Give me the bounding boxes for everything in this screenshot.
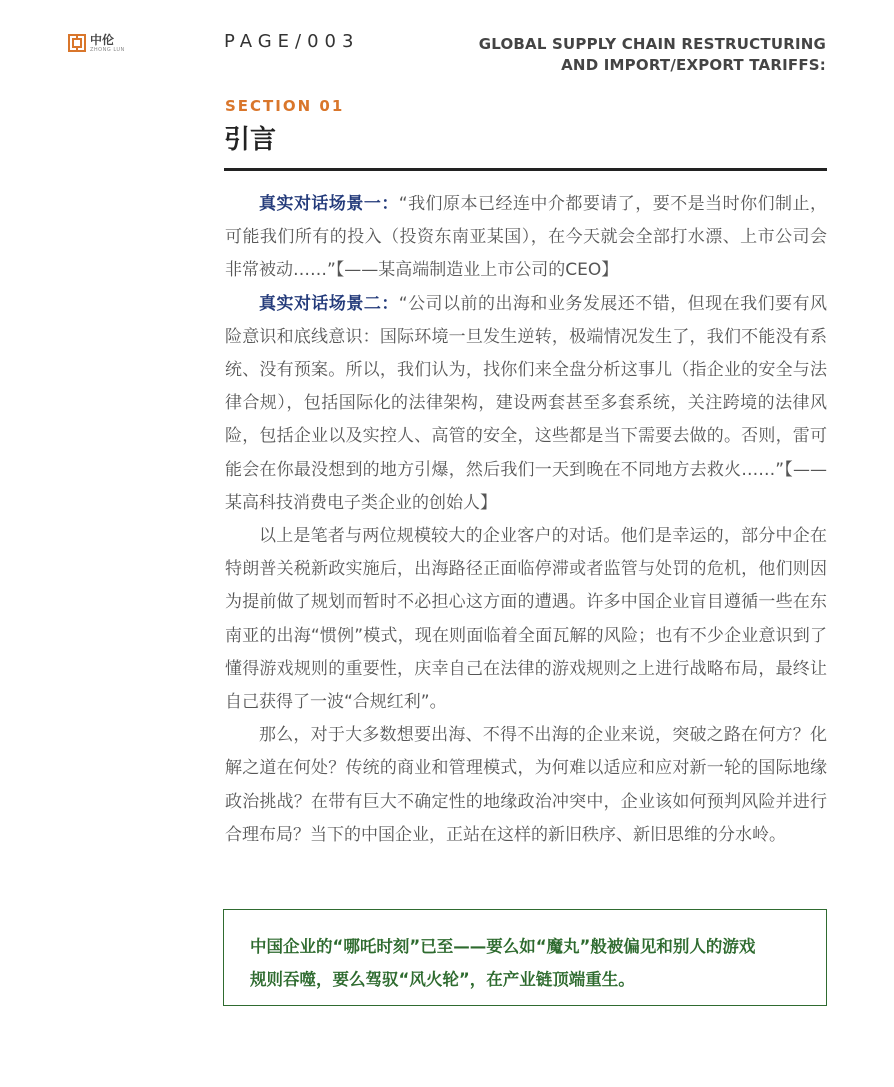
document-title-line2: AND IMPORT/EXPORT TARIFFS:	[561, 56, 826, 74]
page-number: PAGE/003	[224, 31, 360, 52]
document-title-line1: GLOBAL SUPPLY CHAIN RESTRUCTURING	[478, 35, 826, 53]
paragraph-scene-1	[225, 188, 827, 288]
section-label: SECTION 01	[225, 97, 345, 115]
body-text	[225, 188, 827, 852]
paragraph-question	[225, 719, 827, 852]
paragraph-text: 那么，对于大多数想要出海、不得不出海的企业来说，突破之路在何方？化解之道在何处？传统的商业和管理模式，为何难以适应和应对新一轮的国际地缘政治挑战？在带有巨大不确定性的地缘政治冲突中，企业该如何预判风险并进行合理布局？当下的中国企业，正站在这样的新旧秩序、新旧思维的分水岭。	[225, 725, 827, 845]
section-heading: 引言	[224, 125, 277, 155]
quote-line-2: 规则吞噬，要么驾驭“风火轮”，在产业链顶端重生。	[250, 970, 635, 989]
paragraph-text: “公司以前的出海和业务发展还不错，但现在我们要有风险意识和底线意识：国际环境一旦发生逆转，极端情况发生了，我们不能没有系统、没有预案。所以，我们认为，找你们来全盘分析这事儿（指企业的安全与法律合规），包括国际化的法律架构，建设两套甚至多套系统，关注跨境的法律风险，包括企业以及实控人、高管的安全，这些都是当下需要去做的。否则，雷可能会在你最没想到的地方引爆，然后我们一天到晚在不同地方去救火……”【——某高科技消费电子类企业的创始人】	[225, 293, 827, 513]
logo-en: ZHONG LUN	[90, 47, 125, 53]
heading-divider	[224, 168, 827, 171]
document-title	[479, 34, 826, 76]
paragraph-text: “我们原本已经连中介都要请了，要不是当时你们制止，可能我们所有的投入（投资东南亚某国），在今天就会全部打水漂、上市公司会非常被动……”【——某高端制造业上市公司的CEO】	[225, 194, 827, 281]
paragraph-scene-2	[225, 288, 827, 520]
company-logo	[68, 34, 125, 53]
highlight-quote-box	[223, 909, 827, 1006]
paragraph-text: 以上是笔者与两位规模较大的企业客户的对话。他们是幸运的，部分中企在特朗普关税新政实施后，出海路径正面临停滞或者监管与处罚的危机，他们则因为提前做了规划而暂时不必担心这方面的遭遇。许多中国企业盲目遵循一些在东南亚的出海“惯例”模式，现在则面临着全面瓦解的风险；也有不少企业意识到了懂得游戏规则的重要性，庆幸自己在法律的游戏规则之上进行战略布局，最终让自己获得了一波“合规红利”。	[225, 526, 827, 713]
paragraph-lead: 真实对话场景一：	[259, 194, 399, 214]
paragraph-analysis	[225, 520, 827, 719]
paragraph-lead: 真实对话场景二：	[259, 293, 399, 314]
logo-cn: 中伦	[90, 33, 115, 47]
quote-line-1: 中国企业的“哪吒时刻”已至——要么如“魔丸”般被偏见和别人的游戏	[250, 937, 756, 956]
zhonglun-logo-icon	[68, 34, 86, 52]
logo-text	[90, 34, 125, 53]
